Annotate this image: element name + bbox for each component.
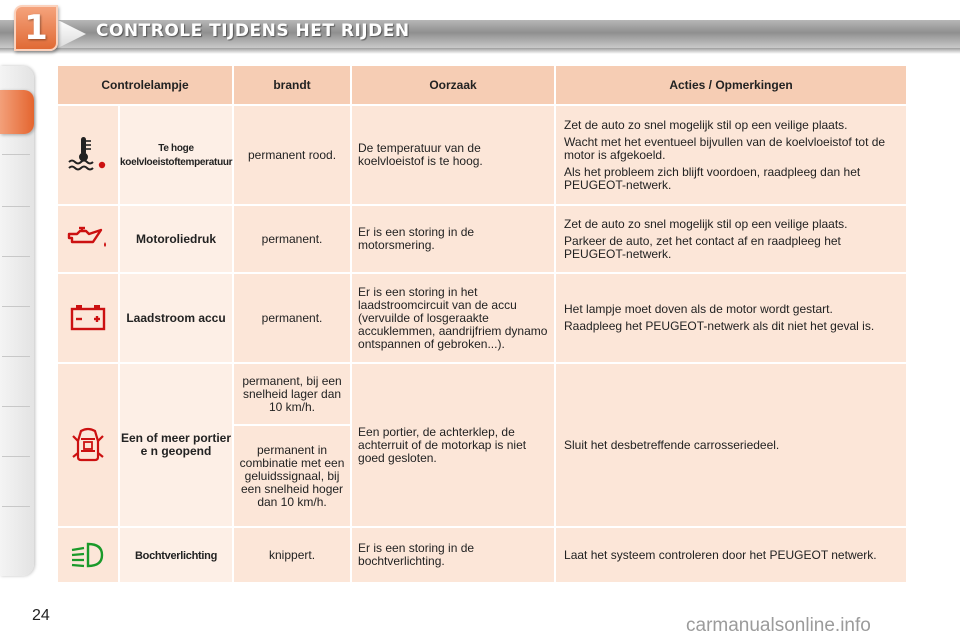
actions-cell	[556, 274, 906, 362]
oil-pressure-icon	[65, 224, 111, 254]
header-acties: Acties / Opmerkingen	[556, 66, 906, 104]
light-name: Bochtverlichting	[135, 549, 217, 562]
warning-lights-table	[56, 64, 908, 584]
table-row	[58, 364, 906, 424]
actions-cell	[556, 106, 906, 204]
state-cell: permanent, bij een snelheid lager dan 10 km/h.	[234, 364, 350, 424]
action-text: Als het probleem zich blijft voordoen, raadpleeg dan het PEUGEOT-netwerk.	[564, 164, 861, 192]
table-row	[58, 206, 906, 272]
tab-divider	[2, 356, 30, 357]
table-row	[58, 274, 906, 362]
state-cell: knippert.	[234, 528, 350, 582]
cause-cell: Er is een storing in de bochtverlichting.	[352, 528, 554, 582]
icon-cell	[58, 106, 118, 204]
table-row	[58, 106, 906, 204]
action-text: Zet de auto zo snel mogelijk stil op een veilige plaats.	[564, 216, 848, 231]
header-brandt: brandt	[234, 66, 350, 104]
state-cell: permanent.	[234, 274, 350, 362]
tab-divider	[2, 256, 30, 257]
cause-cell: Er is een storing in het laadstroomcircuit van de accu (vervuilde of losgeraakte accuklemmen, aandrijfriem dynamo ontspannen of gebroken...).	[352, 274, 554, 362]
light-name: Te hoge koelvloeistoftemperatuur	[120, 143, 233, 168]
tab-divider	[2, 506, 30, 507]
icon-cell	[58, 274, 118, 362]
name-cell: Een of meer portier e n geopend	[120, 364, 232, 526]
cause-cell: Een portier, de achterklep, de achterruit of de motorkap is niet goed gesloten.	[352, 364, 554, 526]
icon-cell	[58, 206, 118, 272]
coolant-temperature-icon	[66, 135, 110, 175]
icon-cell	[58, 364, 118, 526]
state-cell: permanent in combinatie met een geluidssignaal, bij een snelheid hoger dan 10 km/h.	[234, 426, 350, 526]
header-oorzaak: Oorzaak	[352, 66, 554, 104]
door-open-icon	[71, 425, 105, 465]
chapter-tab-active[interactable]	[0, 90, 34, 134]
header-band	[0, 0, 960, 56]
cause-cell: De temperatuur van de koelvloeistof is te hoog.	[352, 106, 554, 204]
header-shadow	[0, 48, 960, 54]
action-text: Zet de auto zo snel mogelijk stil op een veilige plaats.	[564, 117, 848, 132]
header-top	[0, 0, 960, 20]
icon-cell	[58, 528, 118, 582]
chapter-tab-rail	[0, 66, 34, 576]
action-text: Parkeer de auto, zet het contact af en raadpleeg het PEUGEOT-netwerk.	[564, 233, 841, 261]
header-controlelampje: Controlelampje	[58, 66, 232, 104]
actions-cell	[556, 364, 906, 526]
table-header-row	[58, 66, 906, 104]
action-text: Het lampje moet doven als de motor wordt gestart.	[564, 302, 833, 316]
action-text: Laat het systeem controleren door het PEUGEOT netwerk.	[564, 547, 877, 562]
name-cell	[120, 528, 232, 582]
tab-divider	[2, 456, 30, 457]
name-cell: Laadstroom accu	[120, 274, 232, 362]
chapter-number: 1	[14, 5, 58, 51]
action-text: Wacht met het eventueel bijvullen van de koelvloeistof tot de motor is afgekoeld.	[564, 134, 886, 162]
action-text: Raadpleeg het PEUGEOT-netwerk als dit niet het geval is.	[564, 319, 875, 333]
cause-cell: Er is een storing in de motorsmering.	[352, 206, 554, 272]
page-number: 24	[32, 607, 50, 624]
state-cell: permanent.	[234, 206, 350, 272]
actions-cell	[556, 528, 906, 582]
name-cell: Motoroliedruk	[120, 206, 232, 272]
name-cell	[120, 106, 232, 204]
tab-divider	[2, 306, 30, 307]
action-text: Sluit het desbetreffende carrosseriedeel.	[564, 437, 780, 452]
state-cell: permanent rood.	[234, 106, 350, 204]
actions-cell	[556, 206, 906, 272]
battery-icon	[68, 303, 108, 333]
cornering-light-icon	[68, 540, 108, 570]
table-row	[58, 528, 906, 582]
tab-divider	[2, 154, 30, 155]
watermark: carmanualsonline.info	[686, 615, 871, 636]
tab-divider	[2, 406, 30, 407]
page-title: CONTROLE TIJDENS HET RIJDEN	[96, 21, 410, 41]
tab-divider	[2, 206, 30, 207]
